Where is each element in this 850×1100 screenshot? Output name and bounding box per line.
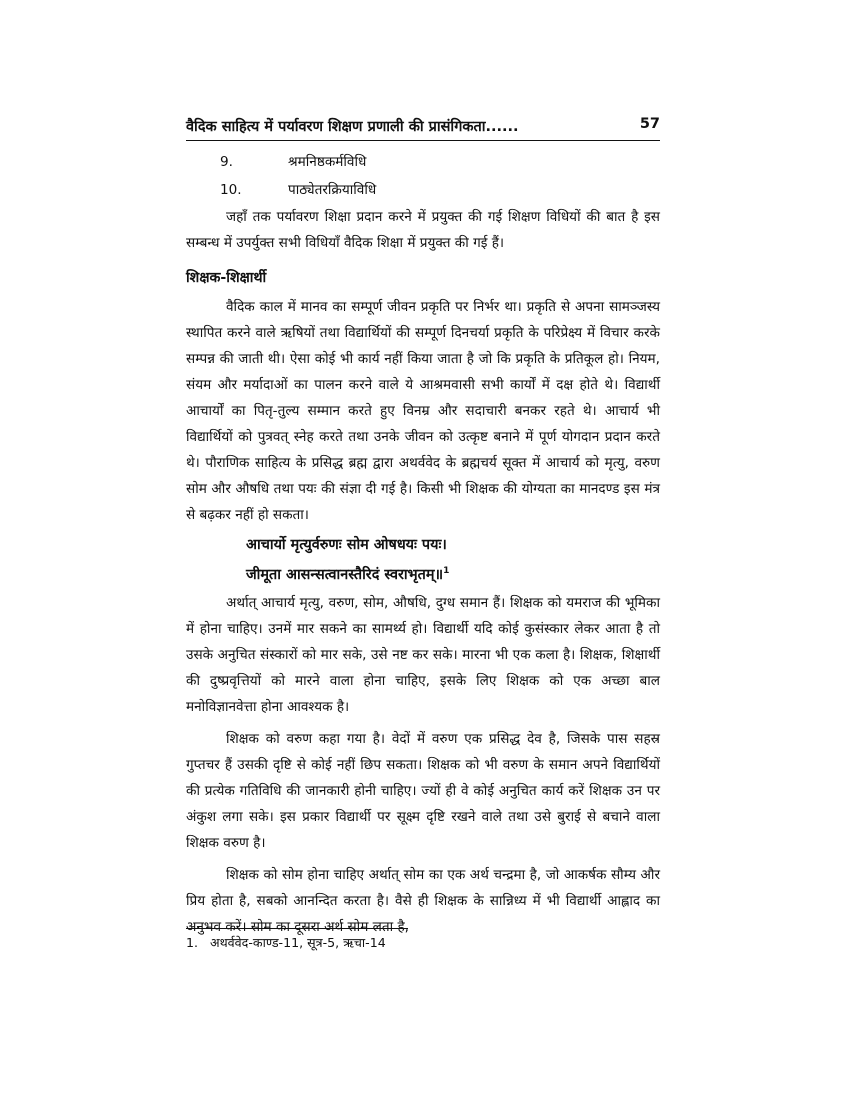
running-header [186,114,660,140]
list-text: पाठ्येतरक्रियाविधि [288,182,377,198]
paragraph-1: वैदिक काल में मानव का सम्पूर्ण जीवन प्रकृति पर निर्भर था। प्रकृति से अपना सामञ्जस्य स्थापित करने वाले ऋषियों तथा विद्यार्थियों की सम्पूर्ण दिनचर्या प्रकृति के परिप्रेक्ष्य में विचार करके सम्पन्न की जाती थी। ऐसा कोई भी कार्य नहीं किया जाता है जो कि प्रकृति के प्रतिकूल हो। नियम, संयम और मर्यादाओं का पालन करने वाले ये आश्रमवासी सभी कार्यों में दक्ष होते थे। विद्यार्थी आचार्यों का पितृ-तुल्य सम्मान करते हुए विनम्र और सदाचारी बनकर रहते थे। आचार्य भी विद्यार्थियों को पुत्रवत् स्नेह करते तथा उनके जीवन को उत्कृष्ट बनाने में पूर्ण योगदान प्रदान करते थे। पौराणिक साहित्य के प्रसिद्ध ब्रह्म द्वारा अथर्ववेद के ब्रह्मचर्य सूक्त में आचार्य को मृत्यु, वरुण सोम और औषधि तथा पयः की संज्ञा दी गई है। किसी भी शिक्षक की योग्यता का मानदण्ड इस मंत्र से बढ़कर नहीं हो सकता। [186,299,660,523]
paragraph-4: शिक्षक को सोम होना चाहिए अर्थात् सोम का एक अर्थ चन्द्रमा है, जो आकर्षक सौम्य और प्रिय होता है, सबको आनन्दित करता है। वैसे ही शिक्षक के सान्निध्य में भी विद्यार्थी आह्लाद का अनुभव करें। सोम का दूसरा अर्थ सोम लता है, [186,866,660,935]
verse-line-2-text: जीमूता आसन्सत्वानस्तैरिदं स्वराभृतम्॥ [246,566,444,583]
footnote [186,934,386,951]
verse-line-1: आचार्यो मृत्युर्वरुणः सोम ओषधयः पयः। [246,537,447,553]
footnote-number: 1. [186,935,199,950]
list-number: 10. [220,182,242,198]
page-number: 57 [639,116,660,132]
list-item [186,148,660,176]
body-text [186,148,660,940]
verse-block [186,532,660,588]
footnote-rule [186,928,408,929]
footnote-ref: 1 [443,566,450,576]
running-title: वैदिक साहित्य में पर्यावरण शिक्षण प्रणाली की प्रासंगिकता...... [186,119,519,135]
list-number: 9. [220,154,233,170]
paragraph-2: अर्थात् आचार्य मृत्यु, वरुण, सोम, औषधि, दुग्ध समान हैं। शिक्षक को यमराज की भूमिका में होना चाहिए। उनमें मार सकने का सामर्थ्य हो। विद्यार्थी यदि कोई कुसंस्कार लेकर आता है तो उसके अनुचित संस्कारों को मार सके, उसे नष्ट कर सके। मारना भी एक कला है। शिक्षक, शिक्षार्थी की दुष्प्रवृत्तियों को मारने वाला होना चाहिए, इसके लिए शिक्षक को एक अच्छा बाल मनोविज्ञानवेत्ता होना आवश्यक है। [186,594,660,715]
verse-line-2 [246,558,660,588]
paragraph-3: शिक्षक को वरुण कहा गया है। वेदों में वरुण एक प्रसिद्ध देव है, जिसके पास सहस्र गुप्तचर हैं उसकी दृष्टि से कोई नहीं छिप सकता। शिक्षक को भी वरुण के समान अपने विद्यार्थियों की प्रत्येक गतिविधि की जानकारी होनी चाहिए। ज्यों ही वे कोई अनुचित कार्य करें शिक्षक उन पर अंकुश लगा सके। इस प्रकार विद्यार्थी पर सूक्ष्म दृष्टि रखने वाले तथा उसे बुराई से बचाने वाला शिक्षक वरुण है। [186,730,660,851]
list-item [186,176,660,204]
header-rule [186,140,660,141]
section-heading: शिक्षक-शिक्षार्थी [186,270,267,286]
paragraph-intro: जहाँ तक पर्यावरण शिक्षा प्रदान करने में प्रयुक्त की गई शिक्षण विधियों की बात है इस सम्बन्ध में उपर्युक्त सभी विधियाँ वैदिक शिक्षा में प्रयुक्त की गई हैं। [186,209,660,251]
footnote-text: अथर्ववेद-काण्ड-11, सूत्र-5, ऋचा-14 [210,935,386,950]
page [186,0,660,1100]
list-text: श्रमनिष्ठकर्मविधि [288,154,367,170]
